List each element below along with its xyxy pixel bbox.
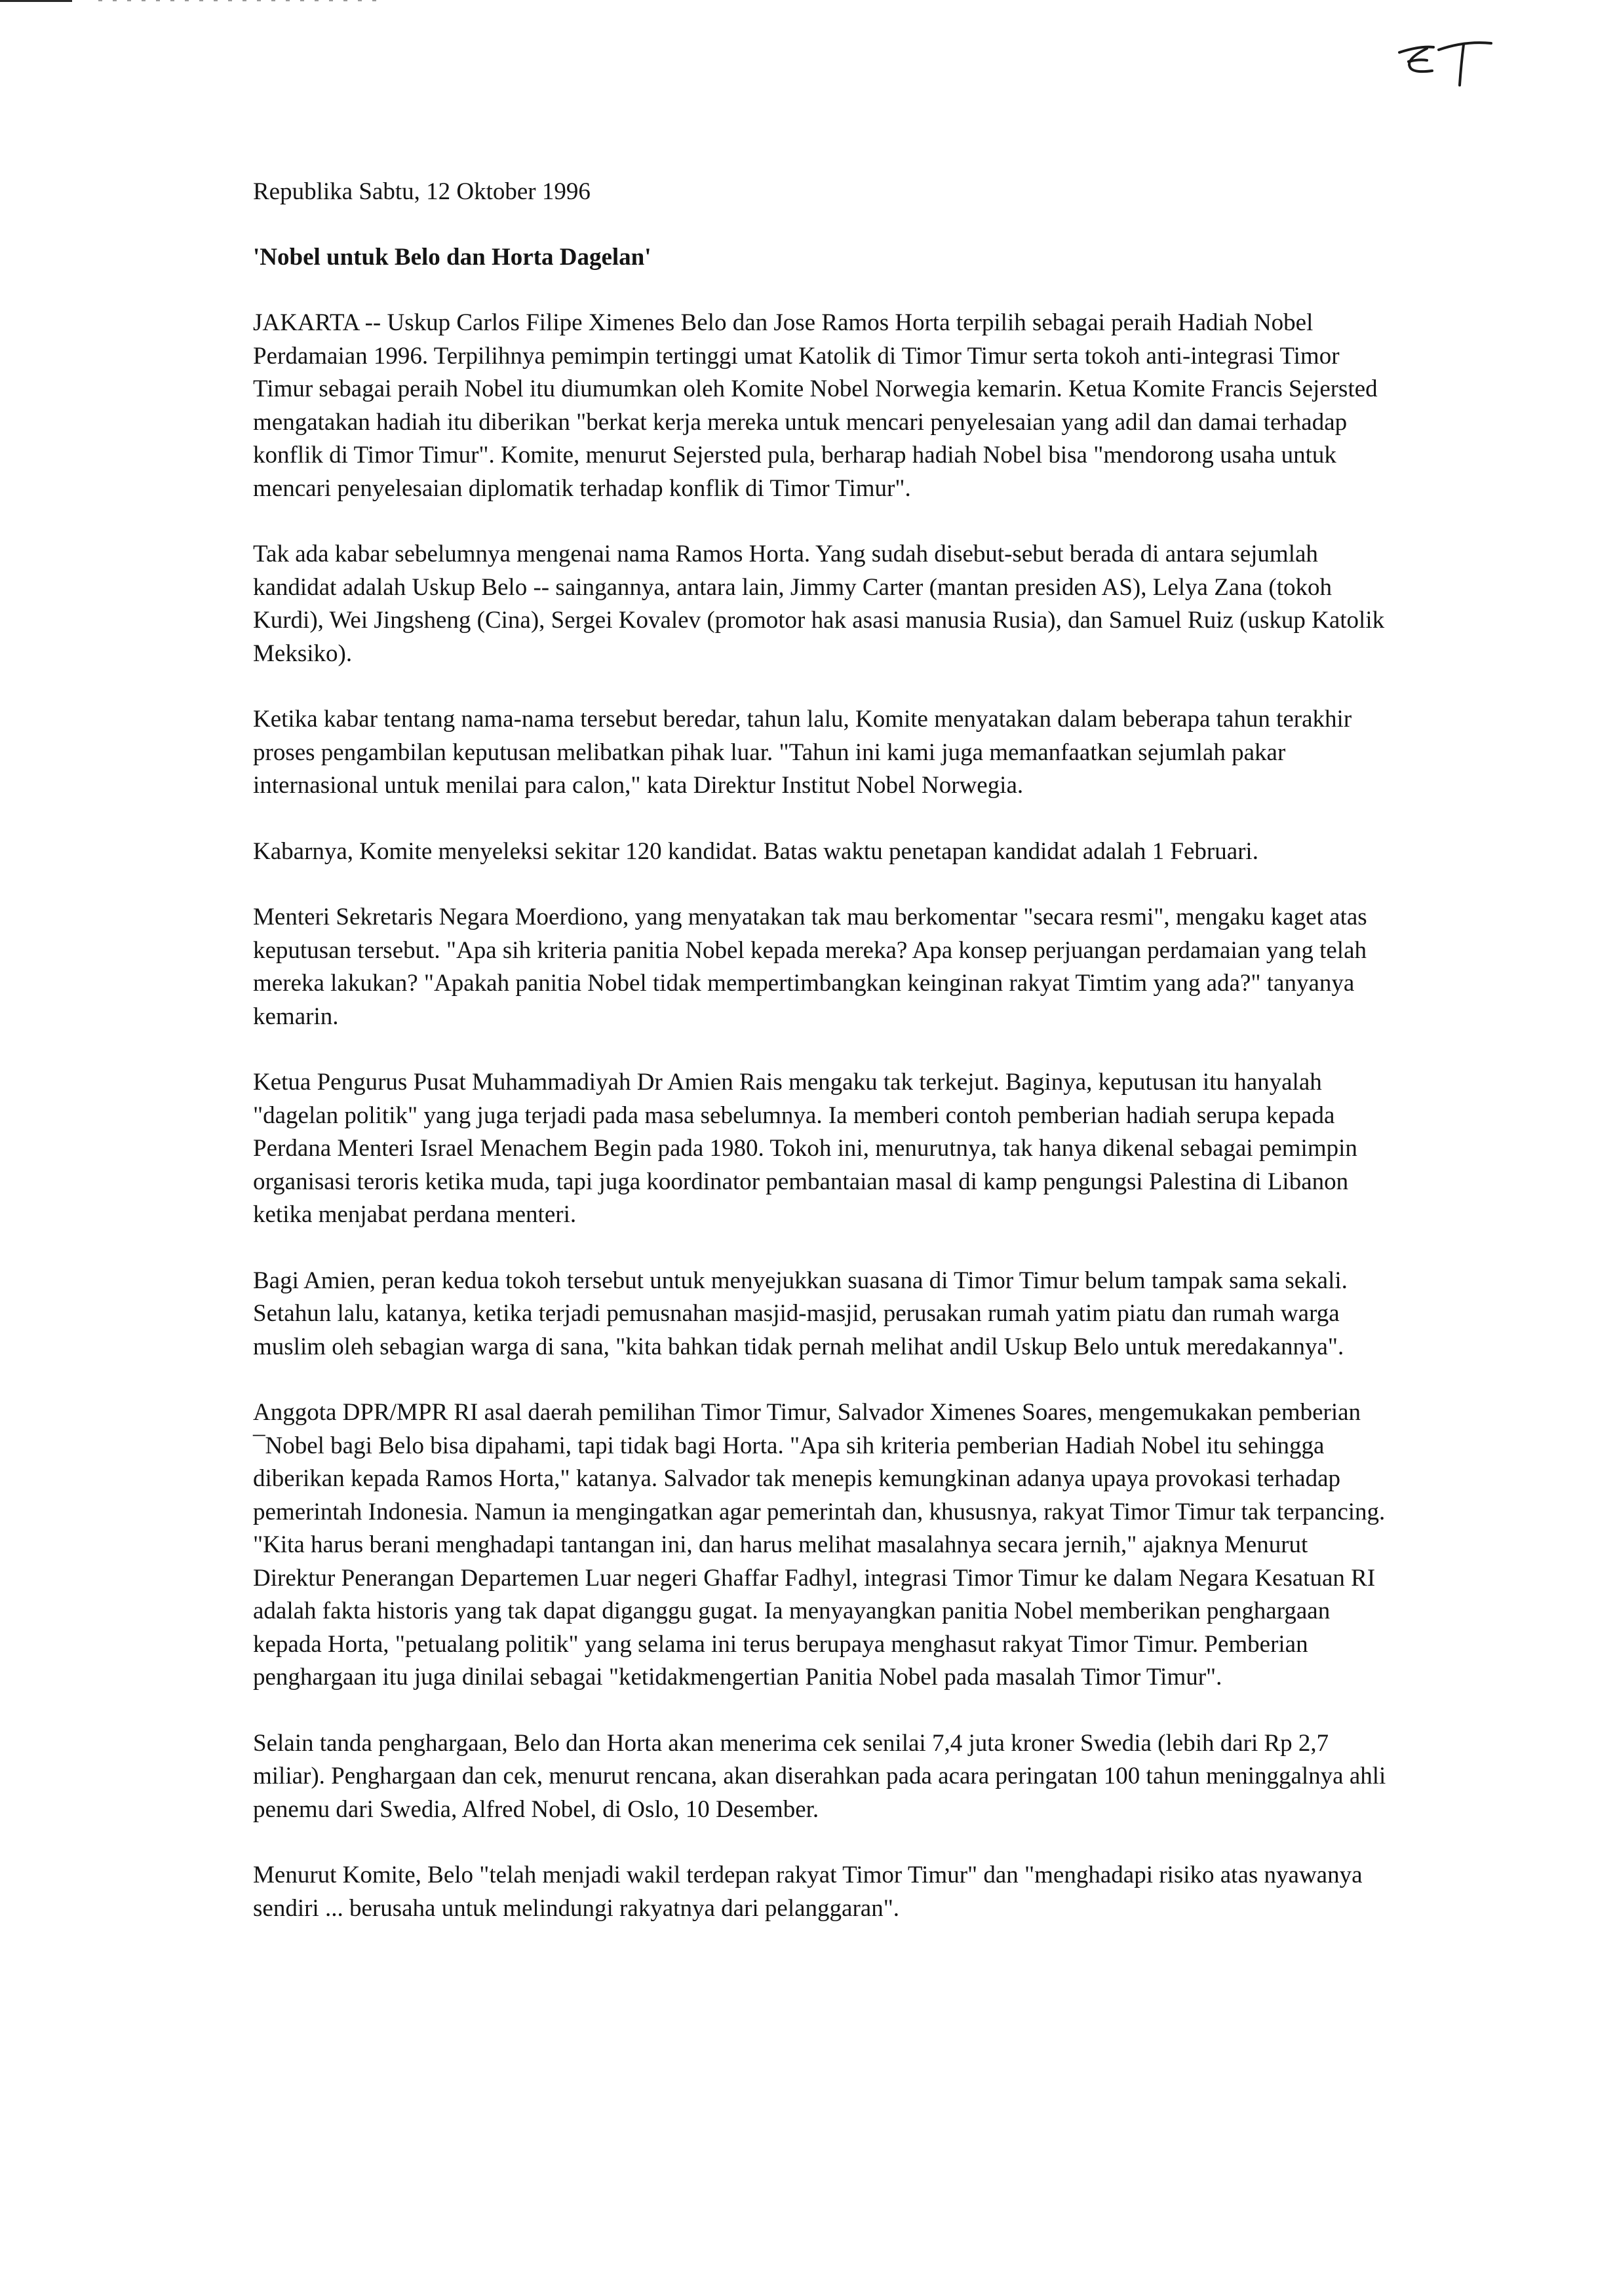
scan-edge-mark <box>0 0 72 2</box>
paragraph-10: Menurut Komite, Belo "telah menjadi wakil terdepan rakyat Timor Timur" dan "menghadapi risiko atas nyawanya sendiri ... berusaha untuk melindungi rakyatnya dari pelanggaran". <box>253 1862 1363 1922</box>
headline: 'Nobel untuk Belo dan Horta Dagelan' <box>253 244 652 271</box>
source-line: Republika Sabtu, 12 Oktober 1996 <box>253 178 591 205</box>
paragraph-5: Menteri Sekretaris Negara Moerdiono, yang menyatakan tak mau berkomentar "secara resmi", mengaku kaget atas keputusan tersebut. "Apa sih kriteria panitia Nobel kepada mereka? Apa konsep perjuangan perdamaian yang telah mereka lakukan? "Apakah panitia Nobel tidak mempertimbangkan keinginan rakyat Timtim yang ada?" tanyanya kemarin. <box>253 904 1367 1030</box>
paragraph-4: Kabarnya, Komite menyeleksi sekitar 120 kandidat. Batas waktu penetapan kandidat adalah 1 Februari. <box>253 837 1258 865</box>
handwritten-annotation <box>1393 33 1498 92</box>
article <box>253 176 1393 1958</box>
paragraph-1: JAKARTA -- Uskup Carlos Filipe Ximenes Belo dan Jose Ramos Horta terpilih sebagai peraih Hadiah Nobel Perdamaian 1996. Terpilihnya pemimpin tertinggi umat Katolik di Timor Timur serta tokoh anti-integrasi Timor Timur sebagai peraih Nobel itu diumumkan oleh Komite Nobel Norwegia kemarin. Ketua Komite Francis Sejersted mengatakan hadiah itu diberikan "berkat kerja mereka untuk mencari penyelesaian yang adil dan damai terhadap konflik di Timor Timur". Komite, menurut Sejersted pula, berharap hadiah Nobel bisa "mendorong usaha untuk mencari penyelesaian diplomatik terhadap konflik di Timor Timur". <box>253 309 1378 502</box>
paragraph-2: Tak ada kabar sebelumnya mengenai nama Ramos Horta. Yang sudah disebut-sebut berada di antara sejumlah kandidat adalah Uskup Belo -- saingannya, antara lain, Jimmy Carter (mantan presiden AS), Lelya Zana (tokoh Kurdi), Wei Jingsheng (Cina), Sergei Kovalev (promotor hak asasi manusia Rusia), dan Samuel Ruiz (uskup Katolik Meksiko). <box>253 541 1385 667</box>
paragraph-7: Bagi Amien, peran kedua tokoh tersebut untuk menyejukkan suasana di Timor Timur belum tampak sama sekali. Setahun lalu, katanya, ketika terjadi pemusnahan masjid-masjid, perusakan rumah yatim piatu dan rumah warga muslim oleh sebagian warga di sana, "kita bahkan tidak pernah melihat andil Uskup Belo untuk meredakannya". <box>253 1267 1348 1360</box>
handwritten-et-mark <box>1393 33 1498 92</box>
scan-edge-dots <box>98 0 380 1</box>
paragraph-3: Ketika kabar tentang nama-nama tersebut beredar, tahun lalu, Komite menyatakan dalam beberapa tahun terakhir proses pengambilan keputusan melibatkan pihak luar. "Tahun ini kami juga memanfaatkan sejumlah pakar internasional untuk menilai para calon," kata Direktur Institut Nobel Norwegia. <box>253 706 1352 799</box>
paragraph-6: Ketua Pengurus Pusat Muhammadiyah Dr Amien Rais mengaku tak terkejut. Baginya, keputusan itu hanyalah "dagelan politik" yang juga terjadi pada masa sebelumnya. Ia memberi contoh pemberian hadiah serupa kepada Perdana Menteri Israel Menachem Begin pada 1980. Tokoh ini, menurutnya, tak hanya dikenal sebagai pemimpin organisasi teroris ketika muda, tapi juga koordinator pembantaian masal di kamp pengungsi Palestina di Libanon ketika menjabat perdana menteri. <box>253 1069 1357 1228</box>
paragraph-9: Selain tanda penghargaan, Belo dan Horta akan menerima cek senilai 7,4 juta kroner Swedia (lebih dari Rp 2,7 miliar). Penghargaan dan cek, menurut rencana, akan diserahkan pada acara peringatan 100 tahun meninggalnya ahli penemu dari Swedia, Alfred Nobel, di Oslo, 10 Desember. <box>253 1729 1386 1823</box>
paragraph-8: Anggota DPR/MPR RI asal daerah pemilihan Timor Timur, Salvador Ximenes Soares, mengemukakan pemberian ¯Nobel bagi Belo bisa dipahami, tapi tidak bagi Horta. "Apa sih kriteria pemberian Hadiah Nobel itu sehingga diberikan kepada Ramos Horta," katanya. Salvador tak menepis kemungkinan adanya upaya provokasi terhadap pemerintah Indonesia. Namun ia mengingatkan agar pemerintah dan, khususnya, rakyat Timor Timur tak terpancing. "Kita harus berani menghadapi tantangan ini, dan harus melihat masalahnya secara jernih," ajaknya Menurut Direktur Penerangan Departemen Luar negeri Ghaffar Fadhyl, integrasi Timor Timur ke dalam Negara Kesatuan RI adalah fakta historis yang tak dapat diganggu gugat. Ia menyayangkan panitia Nobel memberikan penghargaan kepada Horta, "petualang politik" yang selama ini terus berupaya menghasut rakyat Timor Timur. Pemberian penghargaan itu juga dinilai sebagai "ketidakmengertian Panitia Nobel pada masalah Timor Timur". <box>253 1399 1386 1691</box>
